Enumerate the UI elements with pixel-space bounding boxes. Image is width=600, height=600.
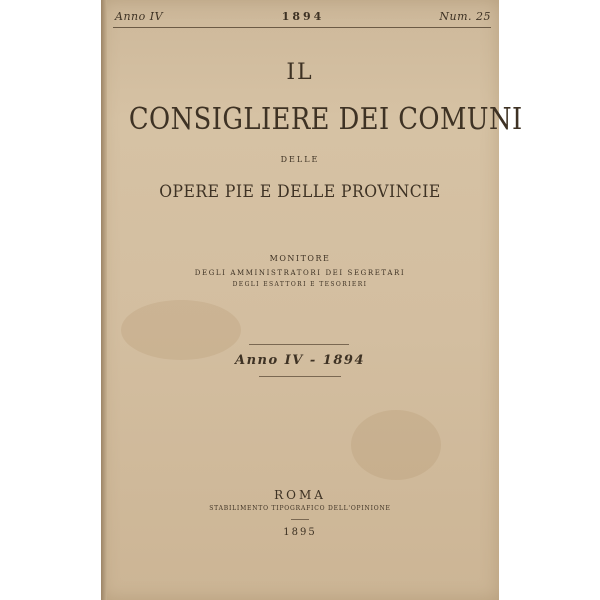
monitore-line-1: DEGLI AMMINISTRATORI DEI SEGRETARI bbox=[194, 269, 406, 277]
page-title: CONSIGLIERE DEI COMUNI bbox=[128, 102, 523, 137]
monitore-line-2: DEGLI ESATTORI E TESORIERI bbox=[232, 281, 368, 288]
masthead-rule bbox=[113, 27, 491, 28]
monitore-label: MONITORE bbox=[269, 254, 331, 263]
paper-stain bbox=[121, 300, 241, 360]
masthead bbox=[115, 10, 491, 26]
annata-rule-bottom bbox=[259, 376, 341, 377]
masthead-year: 1894 bbox=[281, 10, 325, 23]
annata-label: Anno IV - 1894 bbox=[235, 353, 365, 368]
annata-rule-top bbox=[249, 344, 349, 345]
title-page bbox=[101, 0, 523, 600]
masthead-number: Num. 25 bbox=[439, 10, 491, 23]
page-subtitle: OPERE PIE E DELLE PROVINCIE bbox=[159, 182, 441, 202]
imprint-rule bbox=[291, 519, 309, 520]
binding-edge bbox=[101, 0, 107, 600]
title-article: IL bbox=[286, 60, 314, 85]
paper-stain bbox=[351, 410, 441, 480]
masthead-volume: Anno IV bbox=[115, 10, 164, 23]
imprint-year: 1895 bbox=[283, 527, 317, 538]
title-connector: DELLE bbox=[280, 155, 320, 164]
imprint-printer: STABILIMENTO TIPOGRAFICO DELL'OPINIONE bbox=[209, 505, 391, 512]
imprint-city: ROMA bbox=[274, 488, 326, 502]
